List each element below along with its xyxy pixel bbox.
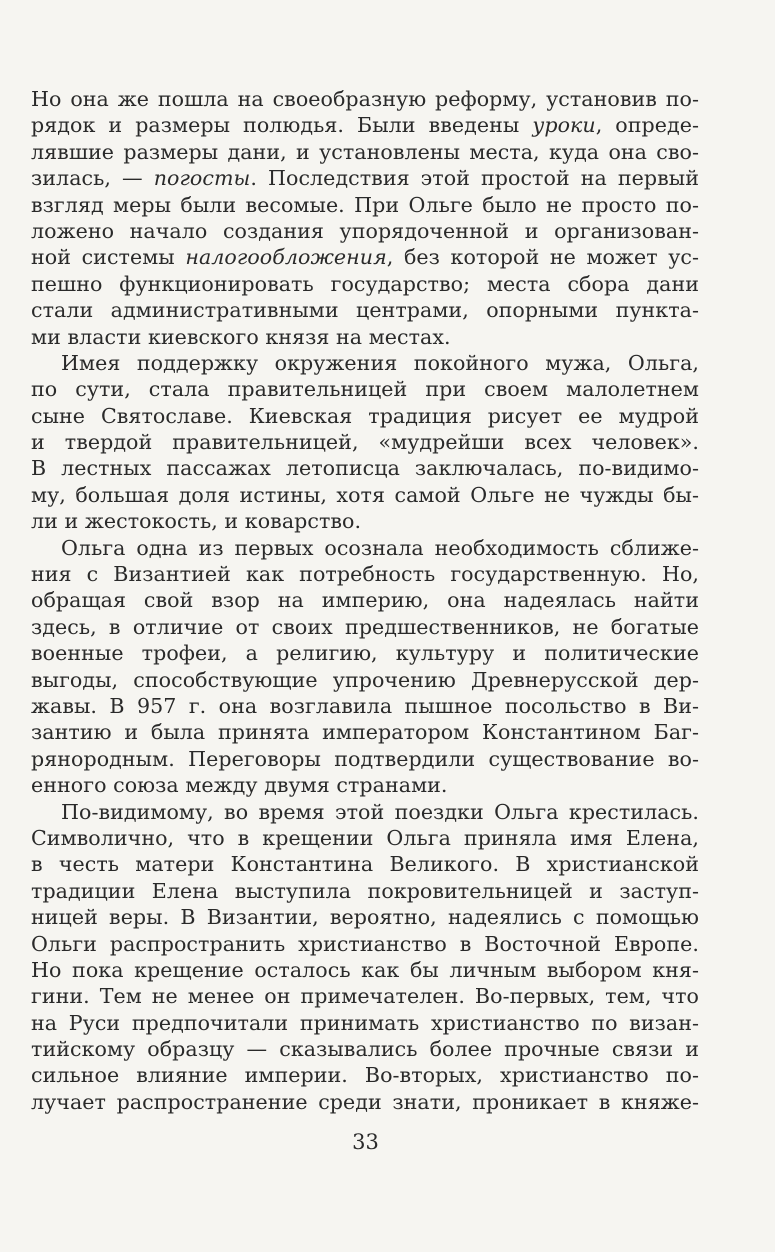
- text-run: лявшие размеры дани, и установлены места, куда она сво-: [31, 139, 699, 164]
- text-run: ли и жестокость, и коварство.: [31, 509, 362, 534]
- text-run: рянородным. Переговоры подтвердили существование во-: [31, 746, 699, 771]
- text-run: гини. Тем не менее он примечателен. Во-первых, тем, что: [31, 984, 699, 1009]
- text-line: [31, 1089, 699, 1115]
- page-number: 33: [352, 1130, 379, 1154]
- text-run: По-видимому, во время этой поездки Ольга крестилась.: [61, 799, 699, 824]
- text-line: [31, 931, 699, 957]
- text-run: на Руси предпочитали принимать христианство по визан-: [31, 1010, 699, 1035]
- text-line: [31, 165, 699, 191]
- text-line: [31, 139, 699, 165]
- text-run: выгоды, способствующие упрочению Древнерусской дер-: [31, 667, 699, 692]
- text-line: [31, 271, 699, 297]
- text-run: жавы. В 957 г. она возглавила пышное посольство в Ви-: [31, 693, 699, 718]
- text-run: по сути, стала правительницей при своем малолетнем: [31, 377, 699, 402]
- text-run: , без которой не может ус-: [386, 245, 699, 270]
- text-line: [31, 667, 699, 693]
- text-run: Имея поддержку окружения покойного мужа, Ольга,: [61, 350, 699, 375]
- text-run: обращая свой взор на империю, она надеялась найти: [31, 588, 699, 613]
- text-run: Символично, что в крещении Ольга приняла имя Елена,: [31, 825, 699, 850]
- text-line: [31, 561, 699, 587]
- text-line: [31, 455, 699, 481]
- text-line: [31, 86, 699, 112]
- text-run: пешно функционировать государство; места сбора дани: [31, 271, 699, 296]
- text-run: традиции Елена выступила покровительницей и заступ-: [31, 878, 699, 903]
- text-line: [31, 1062, 699, 1088]
- text-line: [31, 218, 699, 244]
- text-line: [31, 719, 699, 745]
- text-run: зантию и была принята императором Константином Баг-: [31, 720, 699, 745]
- text-line: [31, 957, 699, 983]
- text-run: му, большая доля истины, хотя самой Ольге не чужды бы-: [31, 482, 699, 507]
- text-run: ной системы: [31, 245, 186, 270]
- text-run: здесь, в отличие от своих предшественников, не богатые: [31, 614, 699, 639]
- text-run: рядок и размеры полюдья. Были введены: [31, 113, 533, 138]
- text-line: [31, 772, 699, 798]
- text-line: [31, 799, 699, 825]
- text-line: [31, 508, 699, 534]
- text-line: [31, 640, 699, 666]
- text-run: зилась, —: [31, 166, 154, 191]
- text-line: [31, 1010, 699, 1036]
- italic-term: погосты: [153, 166, 251, 191]
- text-run: Но пока крещение осталось как бы личным выбором кня-: [31, 957, 699, 982]
- text-run: . Последствия этой простой на первый: [250, 166, 699, 191]
- text-line: [31, 324, 699, 350]
- text-run: Но она же пошла на своеобразную реформу, установив по-: [31, 87, 699, 111]
- text-line: [31, 878, 699, 904]
- text-line: [31, 693, 699, 719]
- text-run: , опреде-: [595, 113, 699, 138]
- text-line: [31, 403, 699, 429]
- text-line: [31, 535, 699, 561]
- italic-term: уроки: [532, 113, 596, 138]
- text-run: военные трофеи, а религию, культуру и политические: [31, 641, 699, 666]
- text-line: [31, 482, 699, 508]
- text-run: ложено начало создания упорядоченной и организован-: [31, 218, 699, 243]
- text-run: сыне Святославе. Киевская традиция рисует ее мудрой: [31, 403, 699, 428]
- body-text: [31, 86, 699, 1115]
- italic-term: налогообложения: [185, 245, 387, 270]
- text-line: [31, 297, 699, 323]
- text-run: ми власти киевского князя на местах.: [31, 324, 451, 349]
- text-run: стали административными центрами, опорными пункта-: [31, 298, 699, 323]
- text-line: [31, 746, 699, 772]
- text-line: [31, 614, 699, 640]
- text-line: [31, 244, 699, 270]
- text-run: Ольга одна из первых осознала необходимость сближе-: [61, 535, 699, 560]
- text-line: [31, 1036, 699, 1062]
- text-line: [31, 376, 699, 402]
- text-line: [31, 825, 699, 851]
- text-line: [31, 429, 699, 455]
- text-run: сильное влияние империи. Во-вторых, христианство по-: [31, 1063, 699, 1088]
- text-line: [31, 112, 699, 138]
- text-line: [31, 983, 699, 1009]
- text-run: енного союза между двумя странами.: [31, 773, 448, 798]
- text-run: взгляд меры были весомые. При Ольге было не просто по-: [31, 192, 699, 217]
- text-line: [31, 904, 699, 930]
- text-run: ницей веры. В Византии, вероятно, надеялись с помощью: [31, 905, 699, 930]
- text-line: [31, 587, 699, 613]
- text-line: [31, 350, 699, 376]
- text-run: лучает распространение среди знати, проникает в княже-: [31, 1089, 699, 1114]
- text-run: ния с Византией как потребность государственную. Но,: [31, 562, 699, 587]
- text-run: и твердой правительницей, «мудрейши всех человек».: [31, 430, 699, 455]
- text-line: [31, 192, 699, 218]
- text-line: [31, 851, 699, 877]
- text-run: В лестных пассажах летописца заключалась, по-видимо-: [31, 456, 699, 481]
- text-run: в честь матери Константина Великого. В христианской: [31, 852, 699, 877]
- text-run: Ольги распространить христианство в Восточной Европе.: [31, 931, 699, 956]
- text-run: тийскому образцу — сказывались более прочные связи и: [31, 1037, 699, 1062]
